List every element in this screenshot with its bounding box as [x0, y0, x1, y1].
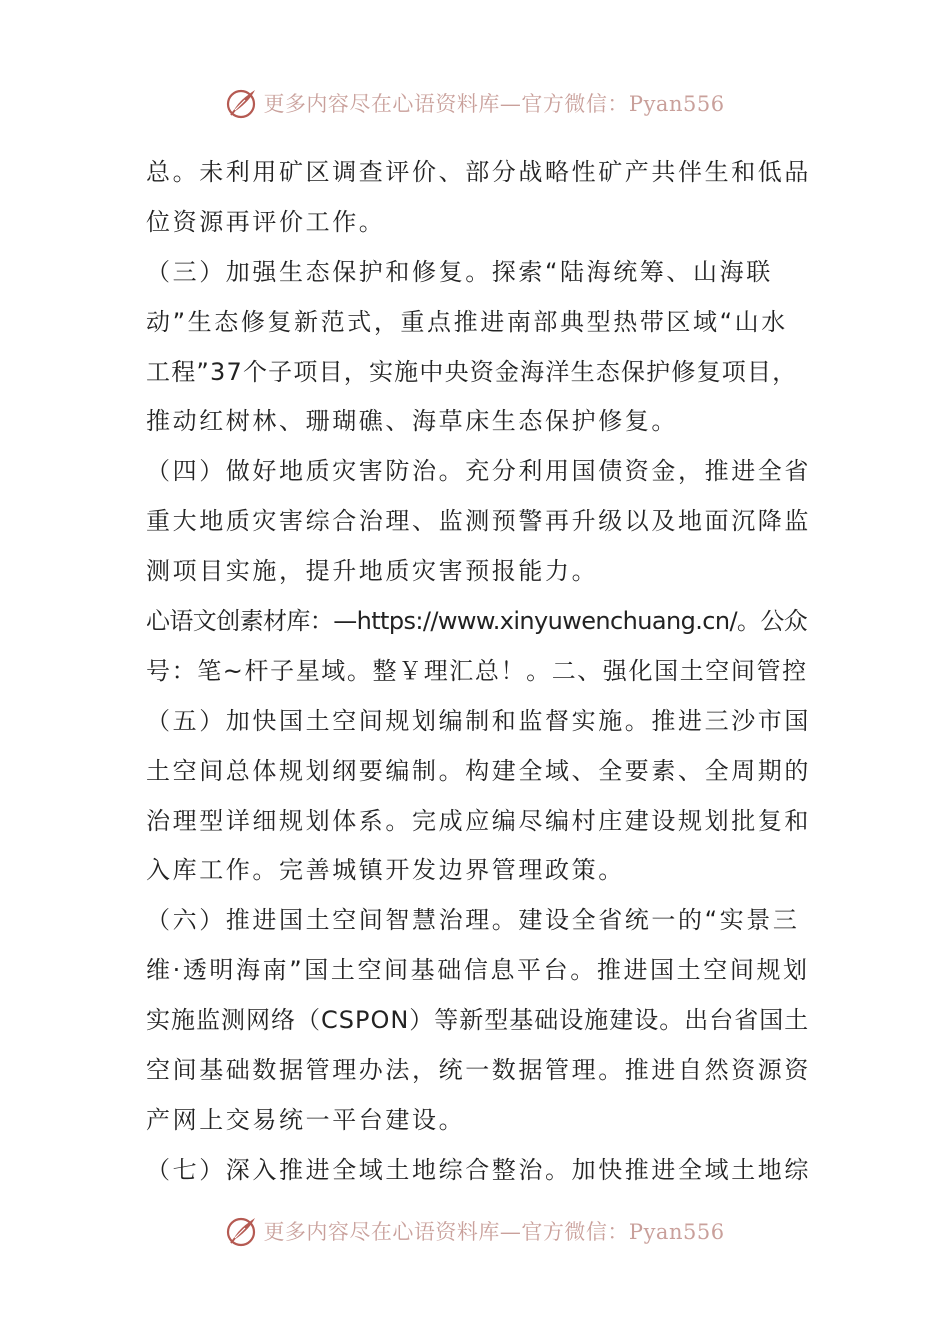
header-banner-text: 更多内容尽在心语资料库—官方微信：Pyan556 [263, 92, 725, 116]
text-line: 心语文创素材库：—https://www.xinyuwenchuang.cn/。公众 [146, 607, 808, 636]
text-line: 推动红树林、珊瑚礁、海草床生态保护修复。 [146, 407, 678, 436]
quill-pen-logo-icon [225, 86, 259, 120]
text-line: （四）做好地质灾害防治。充分利用国债资金，推进全省 [146, 457, 811, 486]
text-line: 工程”37个子项目，实施中央资金海洋生态保护修复项目， [146, 357, 798, 386]
text-line: 土空间总体规划纲要编制。构建全域、全要素、全周期的 [146, 756, 811, 785]
text-line: 重大地质灾害综合治理、监测预警再升级以及地面沉降监 [146, 507, 811, 536]
text-line: 测项目实施，提升地质灾害预报能力。 [146, 557, 599, 586]
footer-banner [0, 1209, 950, 1253]
quill-pen-logo-icon [225, 1214, 259, 1248]
text-line: 动”生态修复新范式，重点推进南部典型热带区域“山水 [146, 307, 788, 336]
text-line: 空间基础数据管理办法，统一数据管理。推进自然资源资 [146, 1056, 811, 1085]
text-line: 产网上交易统一平台建设。 [146, 1105, 466, 1134]
text-line: 入库工作。完善城镇开发边界管理政策。 [146, 856, 625, 885]
text-line: （六）推进国土空间智慧治理。建设全省统一的“实景三 [146, 906, 800, 935]
text-line: 实施监测网络（CSPON）等新型基础设施建设。出台省国土 [146, 1006, 810, 1035]
text-line: 总。未利用矿区调查评价、部分战略性矿产共伴生和低品 [146, 158, 811, 186]
header-banner [0, 81, 950, 125]
text-line: （七）深入推进全域土地综合整治。加快推进全域土地综 [146, 1155, 811, 1184]
text-line: （三）加强生态保护和修复。探索“陆海统筹、山海联 [146, 257, 773, 286]
text-line: （五）加快国土空间规划编制和监督实施。推进三沙市国 [146, 706, 811, 735]
text-line: 治理型详细规划体系。完成应编尽编村庄建设规划批复和 [146, 806, 811, 835]
text-line: 位资源再评价工作。 [146, 207, 386, 236]
text-line: 号：笔~杆子星域。整￥理汇总！。二、强化国土空间管控 [146, 656, 808, 685]
document-body [146, 148, 811, 1196]
footer-banner-text: 更多内容尽在心语资料库—官方微信：Pyan556 [263, 1220, 725, 1244]
text-line: 维·透明海南”国土空间基础信息平台。推进国土空间规划 [146, 956, 810, 985]
